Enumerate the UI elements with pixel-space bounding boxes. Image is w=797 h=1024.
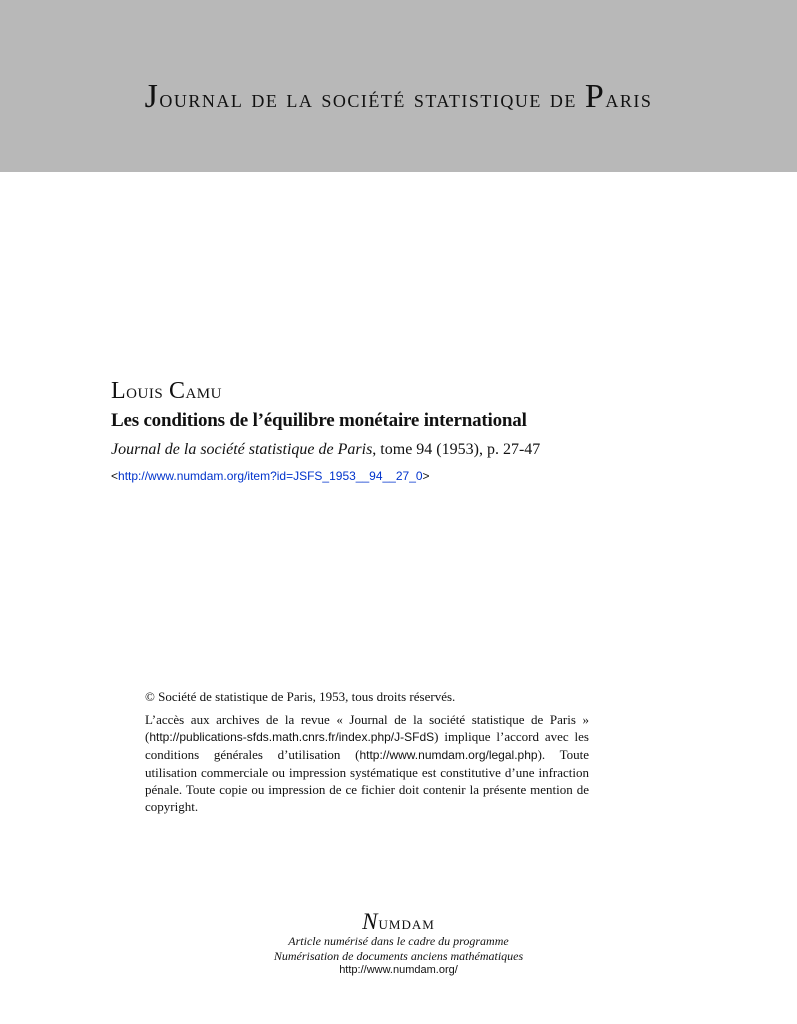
url-close-bracket: > bbox=[422, 469, 430, 483]
author-first-rest: ouis bbox=[126, 379, 164, 403]
footer-url-link[interactable]: http://www.numdam.org/ bbox=[339, 964, 458, 976]
access-notice bbox=[145, 711, 589, 815]
author-last-rest: amu bbox=[185, 379, 222, 403]
citation-journal: Journal de la société statistique de Paris bbox=[111, 441, 373, 458]
copyright-notice: © Société de statistique de Paris, 1953, tous droits réservés. bbox=[145, 689, 456, 704]
journal-title-p-initial: P bbox=[584, 78, 606, 115]
url-open-bracket: < bbox=[111, 469, 119, 483]
footer-digitization-line: Numérisation de documents anciens mathématiques bbox=[273, 949, 524, 963]
numdam-logo-initial: N bbox=[362, 909, 379, 934]
article-url bbox=[111, 469, 430, 483]
journal-title-part-2: aris bbox=[605, 84, 653, 113]
author-first-initial: L bbox=[111, 378, 127, 404]
journal-title-initial: J bbox=[144, 78, 160, 115]
access-text-3: ). Toute utilisation commerciale ou impression systématique est constitutive d’une infraction pénale. Toute copie ou impression de ce fichier doit contenir la présente mention de copyright. bbox=[145, 747, 590, 814]
access-text-1: L’accès aux archives de la revue « Journal de la société statistique de Paris » ( bbox=[145, 712, 589, 744]
citation-details: , tome 94 (1953), p. 27-47 bbox=[372, 441, 541, 458]
article-citation bbox=[111, 441, 540, 459]
article-url-link[interactable]: http://www.numdam.org/item?id=JSFS_1953__94__27_0 bbox=[118, 469, 423, 483]
numdam-logo bbox=[0, 909, 797, 935]
article-title: Les conditions de l’équilibre monétaire international bbox=[111, 410, 527, 431]
access-url-sfds[interactable]: http://publications-sfds.math.cnrs.fr/index.php/J-SFdS bbox=[149, 730, 435, 744]
access-url-legal[interactable]: http://www.numdam.org/legal.php bbox=[359, 748, 538, 762]
access-text-2: ) implique l’accord avec les conditions générales d’utilisation ( bbox=[145, 729, 589, 762]
journal-title bbox=[0, 78, 797, 116]
footer-program-line: Article numérisé dans le cadre du programme bbox=[288, 934, 509, 948]
numdam-logo-rest: umdam bbox=[378, 913, 435, 933]
journal-title-part-1: ournal de la société statistique de bbox=[159, 84, 585, 113]
article-author bbox=[111, 378, 222, 405]
author-last-initial: C bbox=[168, 378, 186, 404]
